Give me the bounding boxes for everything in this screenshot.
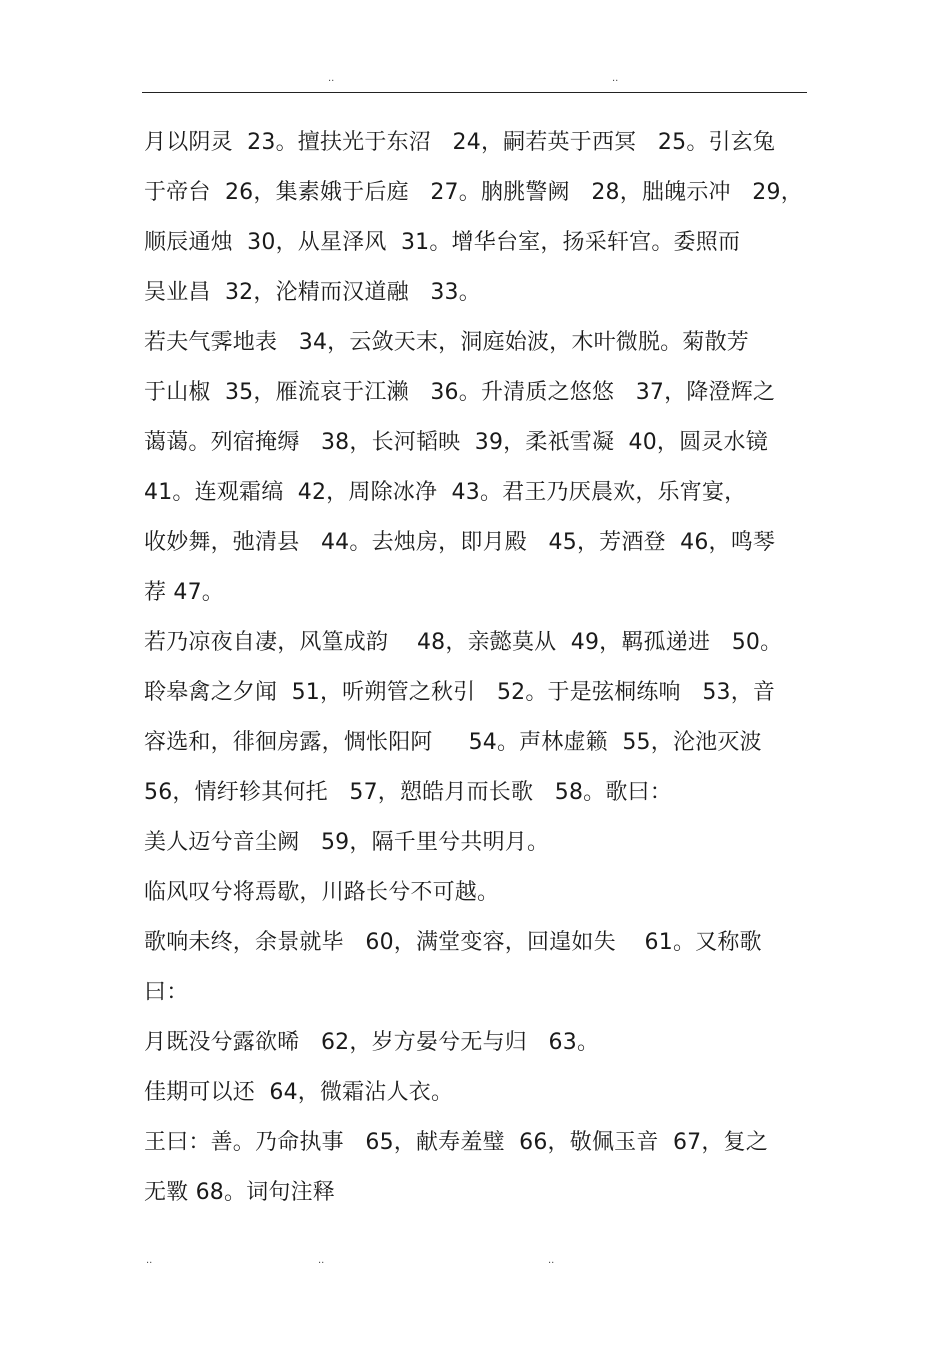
text-line: 顺辰通烛 30，从星泽风 31。增华台室，扬采轩宫。委照而 <box>144 230 741 255</box>
text-line: 若夫气霁地表 34，云敛天末，洞庭始波，木叶微脱。菊散芳 <box>144 330 749 355</box>
text-line: 歌响未终，余景就毕 60，满堂变容，回遑如失 61。又称歌 <box>144 930 762 955</box>
text-line: 于帝台 26，集素娥于后庭 27。朒朓警阙 28，朏魄示冲 29， <box>144 180 803 205</box>
text-line: 41。连观霜缟 42，周除冰净 43。君王乃厌晨欢，乐宵宴， <box>144 480 747 505</box>
header-mark-right: .. <box>612 73 619 84</box>
text-line: 曰： <box>144 980 189 1005</box>
text-line: 吴业昌 32，沦精而汉道融 33。 <box>144 280 481 305</box>
text-line: 56，情纡轸其何托 57，愬皓月而长歌 58。歌曰： <box>144 780 672 805</box>
text-line: 容选和，徘徊房露，惆怅阳阿 54。声林虚籁 55，沦池灭波 <box>144 730 762 755</box>
text-line: 荐 47。 <box>144 580 224 605</box>
text-line: 临风叹兮将焉歇，川路长兮不可越。 <box>144 880 500 905</box>
text-line: 美人迈兮音尘阙 59，隔千里兮共明月。 <box>144 830 550 855</box>
text-line: 聆皋禽之夕闻 51，听朔管之秋引 52。于是弦桐练响 53，音 <box>144 680 776 705</box>
footer-mark-middle: .. <box>318 1255 325 1266</box>
footer-mark-left: .. <box>146 1255 153 1266</box>
document-body <box>144 118 804 1218</box>
text-line: 佳期可以还 64，微霜沾人衣。 <box>144 1080 454 1105</box>
header-rule <box>142 92 807 93</box>
text-line: 若乃凉夜自凄，风篁成韵 48，亲懿莫从 49，羁孤递进 50。 <box>144 630 783 655</box>
text-line: 于山椒 35，雁流哀于江濑 36。升清质之悠悠 37，降澄辉之 <box>144 380 776 405</box>
footer-mark-right: .. <box>548 1255 555 1266</box>
text-line: 蔼蔼。列宿掩缛 38，长河韬映 39，柔祇雪凝 40，圆灵水镜 <box>144 430 768 455</box>
text-line: 月以阴灵 23。擅扶光于东沼 24，嗣若英于西冥 25。引玄兔 <box>144 130 776 155</box>
text-line: 无斁 68。词句注释 <box>144 1180 335 1205</box>
text-line: 收妙舞，弛清县 44。去烛房，即月殿 45，芳酒登 46，鸣琴 <box>144 530 776 555</box>
text-line: 王曰：善。乃命执事 65，献寿羞璧 66，敬佩玉音 67，复之 <box>144 1130 768 1155</box>
header-mark-left: .. <box>328 73 335 84</box>
text-line: 月既没兮露欲晞 62，岁方晏兮无与归 63。 <box>144 1030 600 1055</box>
